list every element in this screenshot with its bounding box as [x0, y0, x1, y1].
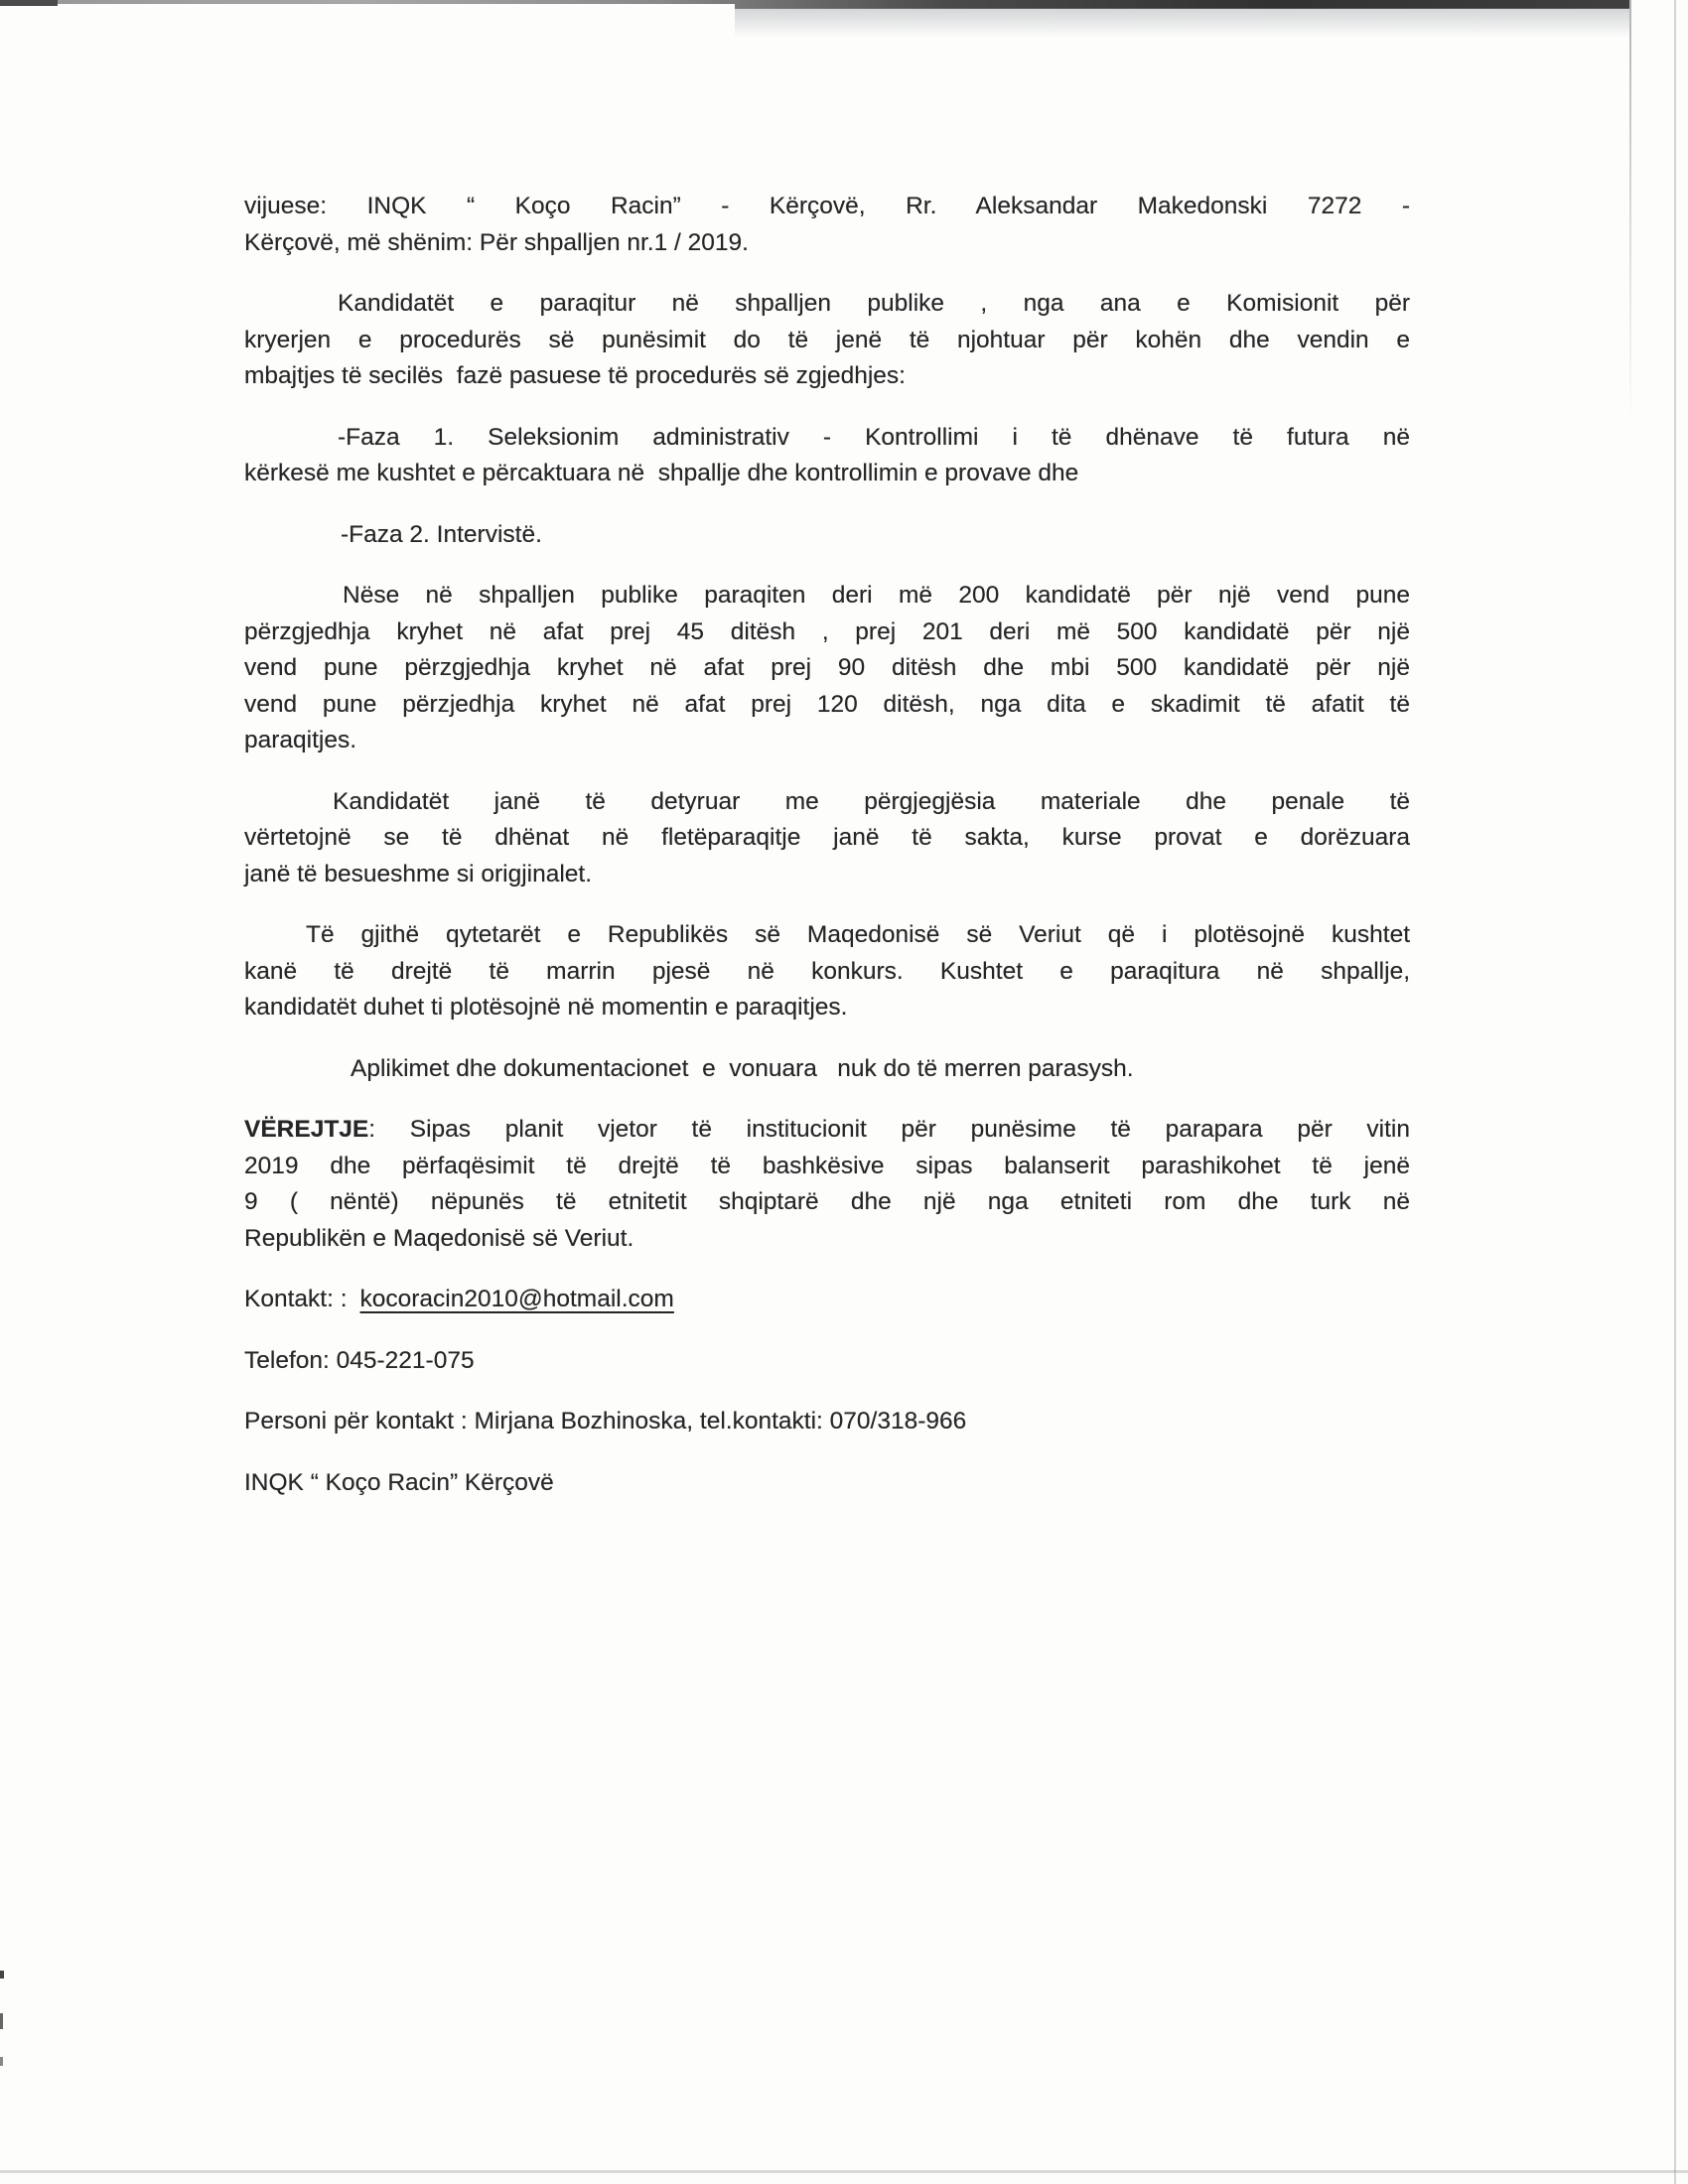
scan-edge-right-inner — [1629, 0, 1631, 427]
paragraph-selection-deadlines — [244, 578, 1410, 759]
paragraph-line: vend pune përzjedhja kryhet në afat prej 120 ditësh, nga dita e skadimit të afatit të — [244, 690, 1410, 718]
paragraph-line — [244, 1112, 1410, 1149]
paragraph-phase-2 — [244, 517, 1410, 554]
paragraph-line: -Faza 1. Seleksionim administrativ - Kontrollimi i të dhënave të futura në — [338, 423, 1410, 451]
paragraph-late-applications — [244, 1051, 1410, 1088]
paragraph-eligibility — [244, 917, 1410, 1026]
scan-speck — [0, 2057, 3, 2066]
scan-edge-bottom — [0, 2170, 1688, 2173]
paragraph-line — [244, 1282, 1410, 1318]
telephone-line — [244, 1343, 1410, 1380]
contact-label: Kontakt: : — [244, 1286, 348, 1312]
scan-speck — [0, 2013, 3, 2029]
institution-signature-line — [244, 1465, 1410, 1502]
scan-edge-top-left — [0, 0, 58, 6]
paragraph-line: Telefon: 045-221-075 — [244, 1346, 475, 1374]
paragraph-line: Nëse në shpalljen publike paraqiten deri më 200 kandidatë për një vend pune — [343, 582, 1410, 609]
document-body — [244, 189, 1410, 1526]
paragraph-liability — [244, 784, 1410, 893]
paragraph-line: Kandidatët janë të detyruar me përgjegjësia materiale dhe penale të — [333, 787, 1410, 815]
paragraph-phase-1 — [244, 420, 1410, 492]
paragraph-line: kanë të drejtë të marrin pjesë në konkurs. Kushtet e paraqitura në shpallje, — [244, 957, 1410, 985]
paragraph-line: paraqitjes. — [244, 727, 357, 753]
scan-speck — [0, 1971, 4, 1979]
paragraph-line: 2019 dhe përfaqësimit të drejtë të bashkësive sipas balanserit parashikohet të jenë — [244, 1152, 1410, 1179]
paragraph-line: vijuese: INQK “ Koço Racin” - Kërçovë, Rr. Aleksandar Makedonski 7272 - — [244, 193, 1410, 219]
contact-person-line — [244, 1404, 1410, 1440]
remark-label: VËREJTJE — [244, 1116, 369, 1143]
paragraph-line: kandidatët duhet ti plotësojnë në momentin e paraqitjes. — [244, 994, 848, 1021]
email-link: kocoracin2010@hotmail.com — [359, 1286, 674, 1312]
paragraph-continuation — [244, 189, 1410, 261]
paragraph-line: Republikën e Maqedonisë së Veriut. — [244, 1224, 634, 1252]
paragraph-remark — [244, 1112, 1410, 1257]
paragraph-line: -Faza 2. Intervistë. — [341, 520, 542, 548]
paragraph-line: vend pune përzgjedhja kryhet në afat prej 90 ditësh dhe mbi 500 kandidatë për një — [244, 654, 1410, 681]
paragraph-candidates-notice — [244, 286, 1410, 395]
paragraph-line: Të gjithë qytetarët e Republikës së Maqedonisë së Veriut që i plotësojnë kushtet — [306, 921, 1410, 948]
scan-shadow-top-right — [735, 8, 1629, 38]
paragraph-line: përzgjedhja kryhet në afat prej 45 ditësh , prej 201 deri më 500 kandidatë për një — [244, 617, 1410, 645]
paragraph-line: kryerjen e procedurës së punësimit do të jenë të njohtuar për kohën dhe vendin e — [244, 326, 1410, 353]
scan-edge-right-outer — [1674, 0, 1676, 2184]
paragraph-line: Personi për kontakt : Mirjana Bozhinoska, tel.kontakti: 070/318-966 — [244, 1408, 967, 1434]
paragraph-line: INQK “ Koço Racin” Kërçovë — [244, 1468, 554, 1496]
paragraph-line: kërkesë me kushtet e përcaktuara në shpallje dhe kontrollimin e provave dhe — [244, 460, 1079, 486]
paragraph-line: Aplikimet dhe dokumentacionet e vonuara nuk do të merren parasysh. — [351, 1054, 1134, 1082]
paragraph-line: Kandidatët e paraqitur në shpalljen publike , nga ana e Komisionit për — [338, 290, 1410, 317]
paragraph-line: mbajtjes të secilës fazë pasuese të procedurës së zgjedhjes: — [244, 362, 906, 389]
contact-email-line — [244, 1282, 1410, 1318]
paragraph-line: janë të besueshme si origjinalet. — [244, 860, 593, 887]
remark-text: : Sipas planit vjetor të institucionit për punësime të parapara për vitin — [368, 1116, 1410, 1143]
scan-edge-top-trim — [0, 4, 735, 10]
paragraph-line: Kërçovë, më shënim: Për shpalljen nr.1 / 2019. — [244, 228, 749, 256]
paragraph-line: 9 ( nëntë) nëpunës të etnitetit shqiptarë dhe një nga etniteti rom dhe turk në — [244, 1188, 1410, 1215]
paragraph-line: vërtetojnë se të dhënat në fletëparaqitje janë të sakta, kurse provat e dorëzuara — [244, 824, 1410, 851]
